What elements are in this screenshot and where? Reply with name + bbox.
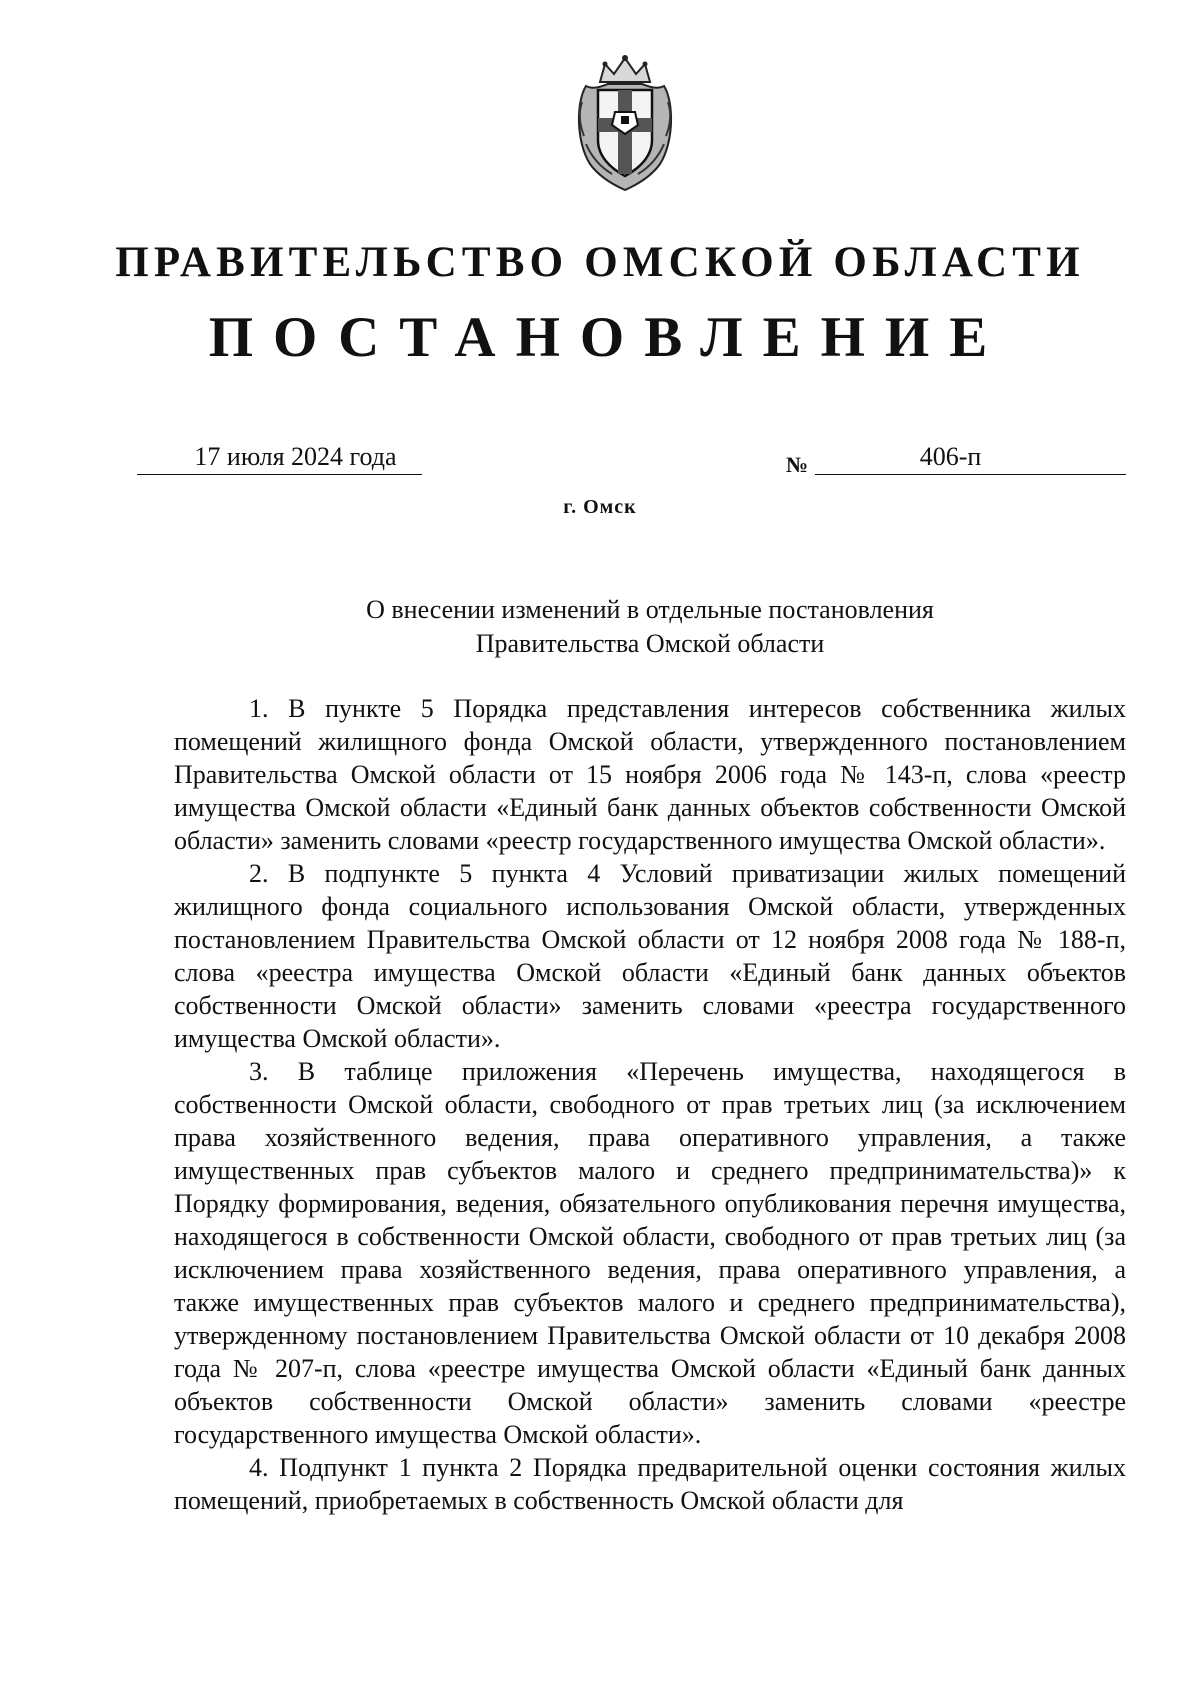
paragraph-1: 1. В пункте 5 Порядка представления интересов собственника жилых помещений жилищного фонда Омской области, утвержденного постановлением Правительства Омской области от 15 ноября 2006 года № 143-п, слова «реестр имущества Омской области «Единый банк данных объектов собственности Омской области» заменить словами «реестр государственного имущества Омской области». [174, 694, 1126, 855]
document-type: ПОСТАНОВЛЕНИЕ [208, 306, 1008, 369]
paragraph-2: 2. В подпункте 5 пункта 4 Условий приватизации жилых помещений жилищного фонда социального использования Омской области, утвержденных постановлением Правительства Омской области от 12 ноября 2008 года № 188-п, слова «реестра имущества Омской области «Единый банк данных объектов собственности Омской области» заменить словами «реестра государственного имущества Омской области». [174, 859, 1126, 1053]
subject-line-1: О внесении изменений в отдельные постановления [366, 595, 934, 624]
number-label: № [786, 452, 809, 477]
document-number: 406-п [919, 442, 982, 471]
paragraph-4: 4. Подпункт 1 пункта 2 Порядка предварительной оценки состояния жилых помещений, приобретаемых в собственность Омской области для [174, 1453, 1126, 1515]
paragraph-3: 3. В таблице приложения «Перечень имущества, находящегося в собственности Омской области, свободного от прав третьих лиц (за исключением права хозяйственного ведения, права оперативного управления, а также имущественных прав субъектов малого и среднего предпринимательства)» к Порядку формирования, ведения, обязательного опубликования перечня имущества, находящегося в собственности Омской области, свободного от прав третьих лиц (за исключением права хозяйственного ведения, права оперативного управления, а также имущественных прав субъектов малого и среднего предпринимательства), утвержденному постановлением Правительства Омской области от 10 декабря 2008 года № 207-п, слова «реестре имущества Омской области «Единый банк данных объектов собственности Омской области» заменить словами «реестре государственного имущества Омской области». [174, 1057, 1126, 1449]
coat-of-arms-icon [572, 52, 678, 192]
document-number-field [815, 440, 1126, 475]
document-subject [174, 593, 1126, 661]
document-body [174, 692, 1126, 1517]
document-date: 17 июля 2024 года [194, 442, 397, 471]
subject-line-2: Правительства Омской области [475, 629, 825, 658]
city: г. Омск [563, 496, 637, 518]
government-title: ПРАВИТЕЛЬСТВО ОМСКОЙ ОБЛАСТИ [115, 239, 1085, 286]
document-date-field [137, 440, 422, 475]
